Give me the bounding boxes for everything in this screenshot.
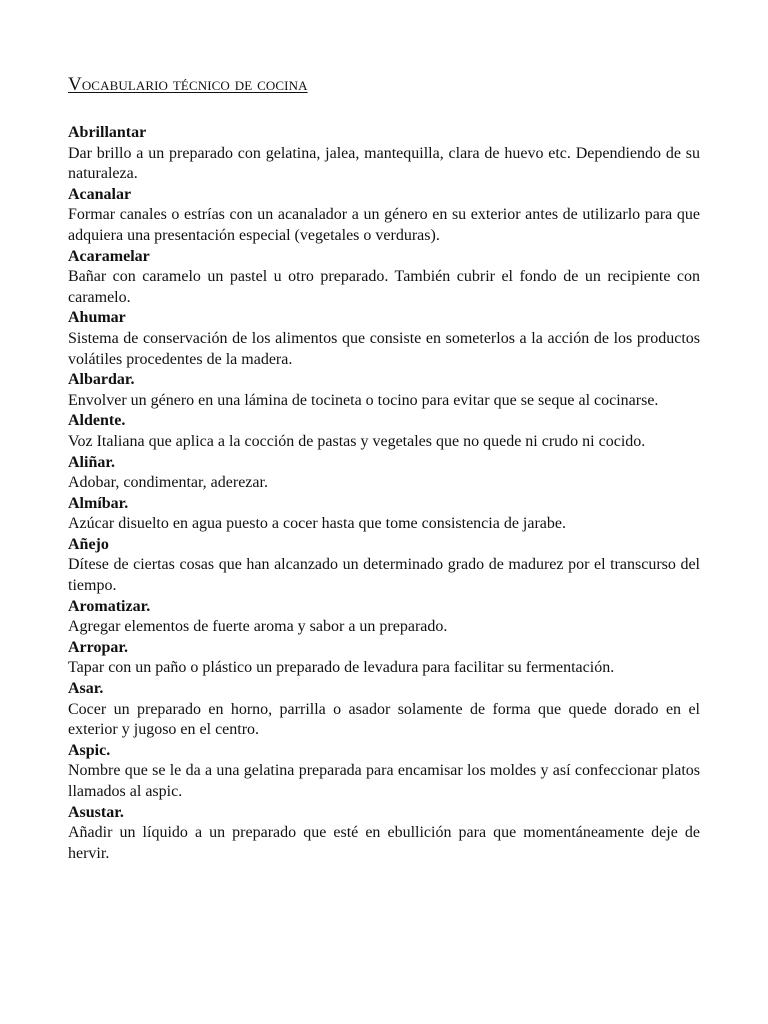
glossary-entry — [68, 247, 700, 309]
glossary-entry — [68, 411, 700, 452]
glossary-entry — [68, 803, 700, 865]
glossary-entry — [68, 185, 700, 247]
glossary-definition: Adobar, condimentar, aderezar. — [68, 474, 268, 492]
glossary-term: Aldente. — [68, 412, 126, 430]
glossary-term: Asustar. — [68, 803, 124, 821]
glossary-definition: Tapar con un paño o plástico un preparado de levadura para facilitar su fermentación. — [68, 659, 615, 677]
glossary-list — [68, 123, 700, 864]
glossary-definition: Envolver un género en una lámina de tocineta o tocino para evitar que se seque al cocinarse. — [68, 391, 659, 409]
glossary-term: Añejo — [68, 535, 109, 553]
glossary-entry — [68, 679, 700, 741]
glossary-definition: Añadir un líquido a un preparado que esté en ebullición para que momentáneamente deje de hervir. — [68, 824, 700, 862]
glossary-definition: Agregar elementos de fuerte aroma y sabor a un preparado. — [68, 618, 448, 636]
glossary-term: Abrillantar — [68, 124, 147, 141]
glossary-definition: Bañar con caramelo un pastel u otro preparado. También cubrir el fondo de un recipiente con caramelo. — [68, 268, 700, 306]
glossary-term: Ahumar — [68, 309, 126, 327]
glossary-term: Albardar. — [68, 371, 135, 389]
glossary-entry — [68, 597, 700, 638]
glossary-definition: Nombre que se le da a una gelatina preparada para encamisar los moldes y así confeccionar platos llamados al aspic. — [68, 762, 700, 800]
glossary-entry — [68, 535, 700, 597]
glossary-term: Aliñar. — [68, 453, 115, 471]
glossary-entry — [68, 453, 700, 494]
glossary-term: Arropar. — [68, 638, 128, 656]
glossary-term: Aspic. — [68, 741, 111, 759]
glossary-term: Acaramelar — [68, 247, 150, 265]
page-title: Vocabulario técnico de cocina — [68, 74, 308, 95]
glossary-entry — [68, 123, 700, 185]
glossary-term: Acanalar — [68, 185, 132, 203]
glossary-definition: Cocer un preparado en horno, parrilla o asador solamente de forma que quede dorado en el exterior y jugoso en el centro. — [68, 700, 700, 739]
glossary-entry — [68, 308, 700, 370]
glossary-term: Almíbar. — [68, 494, 129, 512]
document-page — [68, 73, 700, 864]
glossary-definition: Dítese de ciertas cosas que han alcanzado un determinado grado de madurez por el transcurso del tiempo. — [68, 556, 700, 595]
glossary-definition: Azúcar disuelto en agua puesto a cocer hasta que tome consistencia de jarabe. — [68, 515, 567, 533]
glossary-term: Asar. — [68, 680, 104, 698]
glossary-definition: Sistema de conservación de los alimentos que consiste en someterlos a la acción de los productos volátiles procedentes de la madera. — [68, 329, 700, 368]
glossary-entry — [68, 494, 700, 535]
glossary-definition: Voz Italiana que aplica a la cocción de pastas y vegetales que no quede ni crudo ni cocido. — [68, 432, 646, 450]
glossary-definition: Formar canales o estrías con un acanalador a un género en su exterior antes de utilizarlo para que adquiera una presentación especial (vegetales o verduras). — [68, 206, 700, 244]
glossary-entry — [68, 741, 700, 803]
glossary-entry — [68, 638, 700, 679]
glossary-entry — [68, 370, 700, 411]
glossary-term: Aromatizar. — [68, 597, 151, 615]
glossary-definition: Dar brillo a un preparado con gelatina, jalea, mantequilla, clara de huevo etc. Dependiendo de su naturaleza. — [68, 144, 700, 183]
